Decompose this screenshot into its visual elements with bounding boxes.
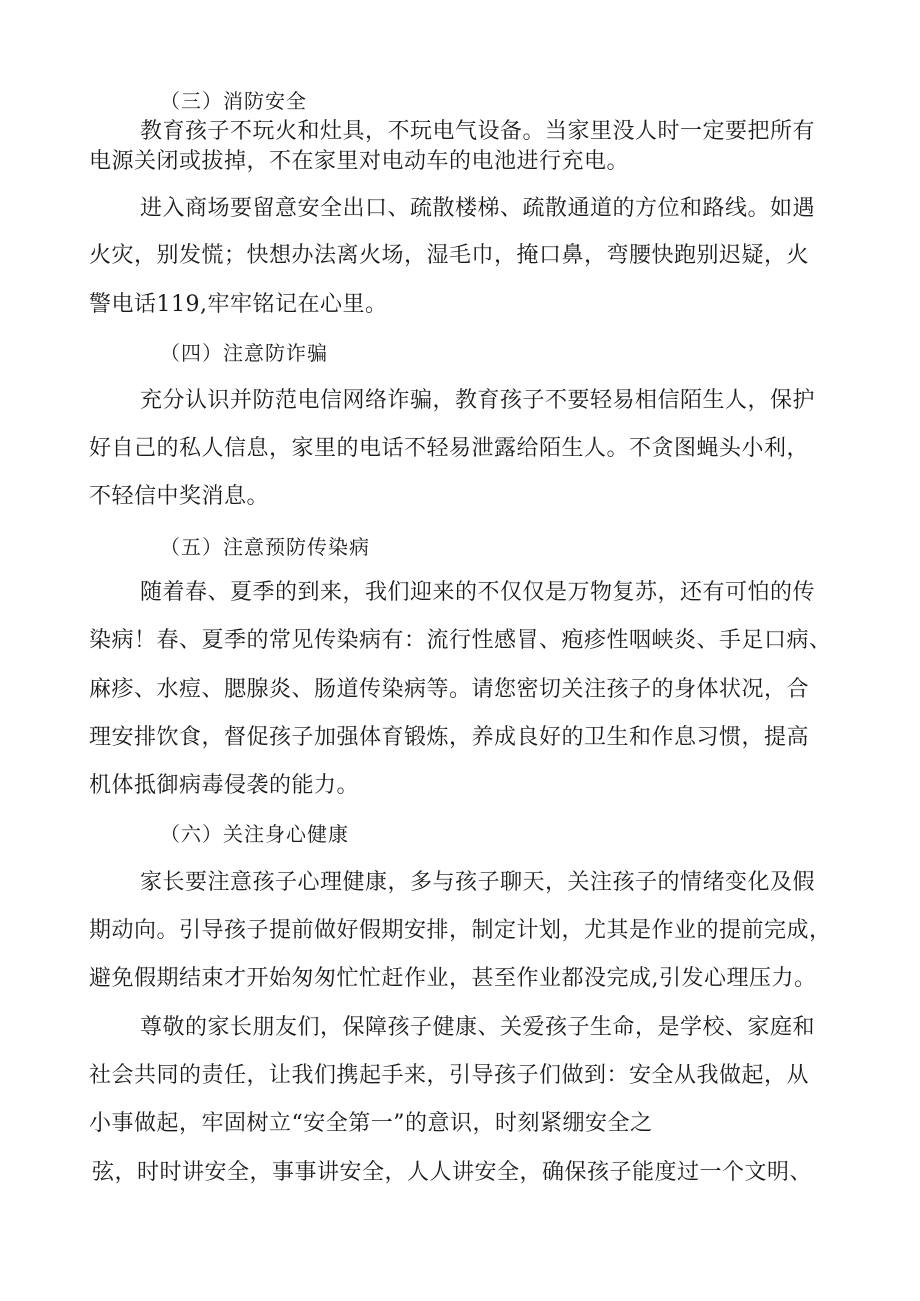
paragraph-line: 不轻信中奖消息。 — [89, 484, 270, 509]
paragraph-line: 进入商场要留意安全出口、疏散楼梯、疏散通道的方位和路线。如遇 — [140, 196, 816, 221]
paragraph-line: 好自己的私人信息，家里的电话不轻易泄露给陌生人。不贪图蝇头小利， — [89, 436, 810, 461]
paragraph-line: 弦，时时讲安全，事事讲安全，人人讲安全，确保孩子能度过一个文明、 — [92, 1160, 813, 1185]
paragraph-line: 期动向。引导孩子提前做好假期安排，制定计划，尤其是作业的提前完成， — [89, 918, 832, 943]
section-heading-fire-safety: （三）消防安全 — [160, 89, 307, 113]
paragraph-line: 教育孩子不玩火和灶具，不玩电气设备。当家里没人时一定要把所有 — [140, 119, 816, 144]
paragraph-line: 理安排饮食，督促孩子加强体育锻炼，养成良好的卫生和作息习惯，提高 — [89, 725, 810, 750]
paragraph-line: 尊敬的家长朋友们，保障孩子健康、关爱孩子生命，是学校、家庭和 — [140, 1015, 816, 1040]
paragraph-line: 警电话119,牢牢铭记在心里。 — [89, 292, 388, 317]
paragraph-line: 火灾，别发慌；快想办法离火场，湿毛巾，掩口鼻，弯腰快跑别迟疑，火 — [89, 243, 810, 268]
paragraph-line: 小事做起，牢固树立“安全第一”的意识，时刻紧绷安全之 — [89, 1111, 653, 1136]
paragraph-line: 随着春、夏季的到来，我们迎来的不仅仅是万物复苏，还有可怕的传 — [140, 580, 816, 605]
paragraph-line: 家长要注意孩子心理健康，多与孩子聊天，关注孩子的情绪变化及假 — [140, 870, 816, 895]
paragraph-line: 避免假期结束才开始匆匆忙忙赶作业，甚至作业都没完成,引发心理压力。 — [89, 966, 817, 991]
section-heading-mental-health: （六）关注身心健康 — [160, 822, 349, 846]
paragraph-line: 机体抵御病毒侵袭的能力。 — [89, 773, 360, 798]
section-heading-disease-prevention: （五）注意预防传染病 — [160, 535, 370, 559]
section-heading-anti-fraud: （四）注意防诈骗 — [160, 341, 328, 365]
paragraph-line: 充分认识并防范电信网络诈骗，教育孩子不要轻易相信陌生人，保护 — [140, 388, 816, 413]
paragraph-line: 社会共同的责任，让我们携起手来，引导孩子们做到：安全从我做起，从 — [89, 1063, 810, 1088]
paragraph-line: 染病！春、夏季的常见传染病有：流行性感冒、疱疹性咽峡炎、手足口病、 — [89, 628, 832, 653]
paragraph-line: 麻疹、水痘、腮腺炎、肠道传染病等。请您密切关注孩子的身体状况，合 — [89, 677, 810, 702]
paragraph-line: 电源关闭或拔掉，不在家里对电动车的电池进行充电。 — [89, 149, 630, 174]
